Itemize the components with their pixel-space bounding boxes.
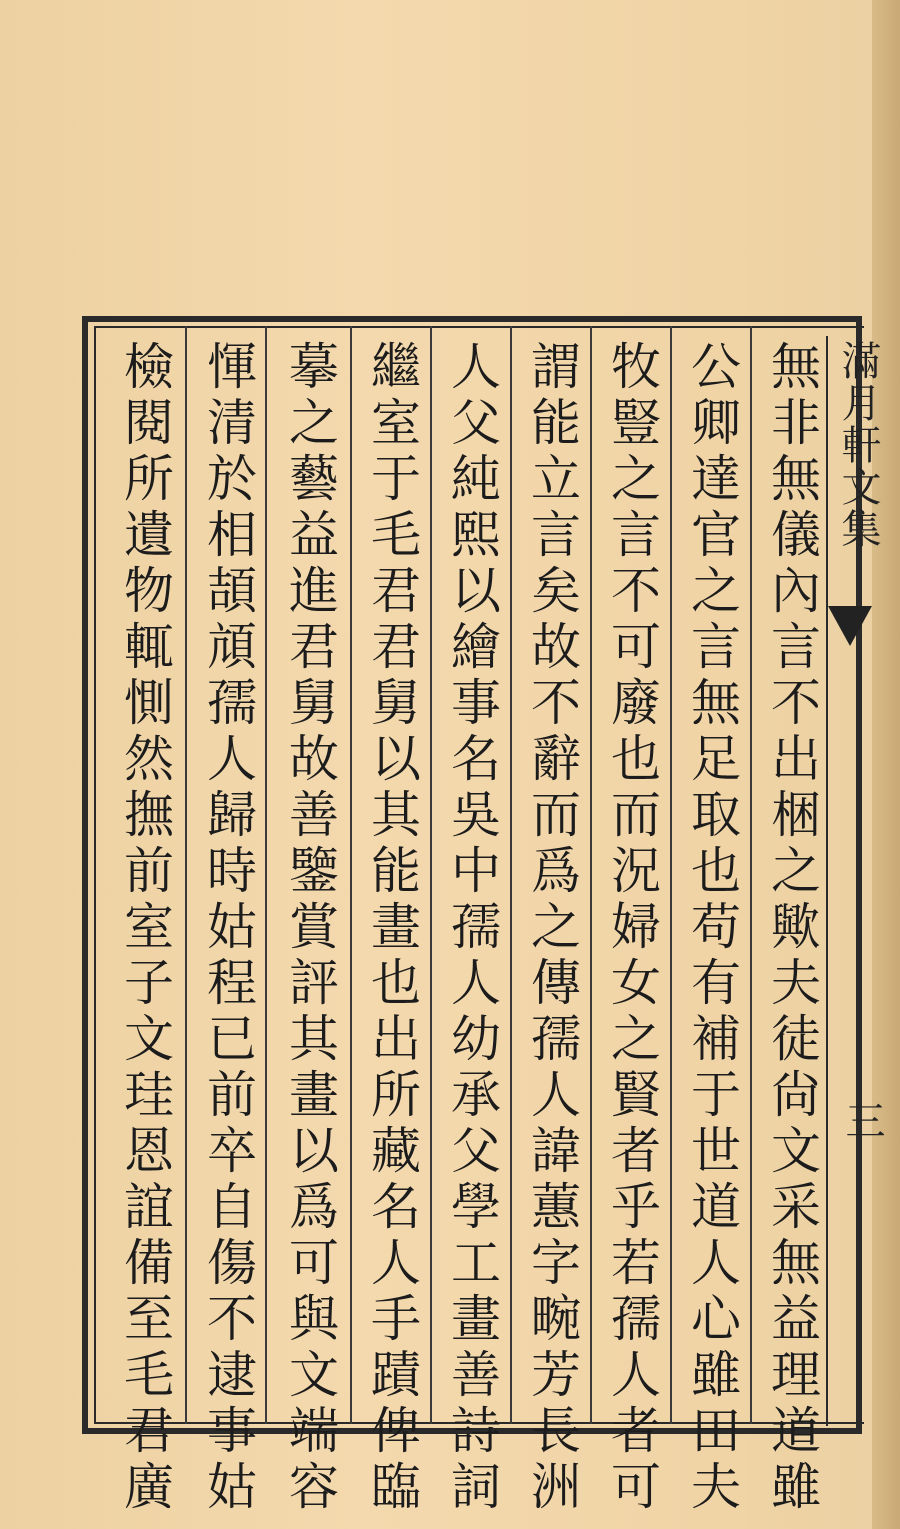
text-column: 牧豎之言不可廢也而況婦女之賢者乎若孺人者可 <box>603 340 661 1516</box>
text-column: 無非無儀內言不出梱之歟夫徒尙文采無益理道雖 <box>763 340 821 1516</box>
column-rule <box>185 326 187 1424</box>
text-column: 謂能立言矣故不辭而爲之傳孺人諱蕙字畹芳長洲 <box>523 340 581 1516</box>
fishtail-mark <box>828 606 872 646</box>
column-rule <box>750 326 752 1424</box>
column-rule <box>430 326 432 1424</box>
text-column: 摹之藝益進君舅故善鑒賞評其畫以爲可與文端容 <box>281 340 339 1516</box>
column-rule <box>265 326 267 1424</box>
margin-title: 滿月軒文集 <box>835 340 881 550</box>
column-rule <box>350 326 352 1424</box>
text-column: 公卿達官之言無足取也苟有補于世道人心雖田夫 <box>683 340 741 1516</box>
column-rule <box>510 326 512 1424</box>
text-column: 繼室于毛君君舅以其能畫也出所藏名人手蹟俾臨 <box>363 340 421 1516</box>
text-column: 人父純熙以繪事名吳中孺人幼承父學工畫善詩詞 <box>443 340 501 1516</box>
column-rule <box>670 326 672 1424</box>
text-column: 惲清於相頡頏孺人歸時姑程已前卒自傷不逮事姑 <box>199 340 257 1516</box>
text-column: 檢閱所遺物輒惻然撫前室子文珪恩誼備至毛君廣 <box>116 340 174 1516</box>
page-number: 三 <box>839 1100 885 1140</box>
column-rule <box>590 326 592 1424</box>
binding-edge <box>872 0 900 1529</box>
